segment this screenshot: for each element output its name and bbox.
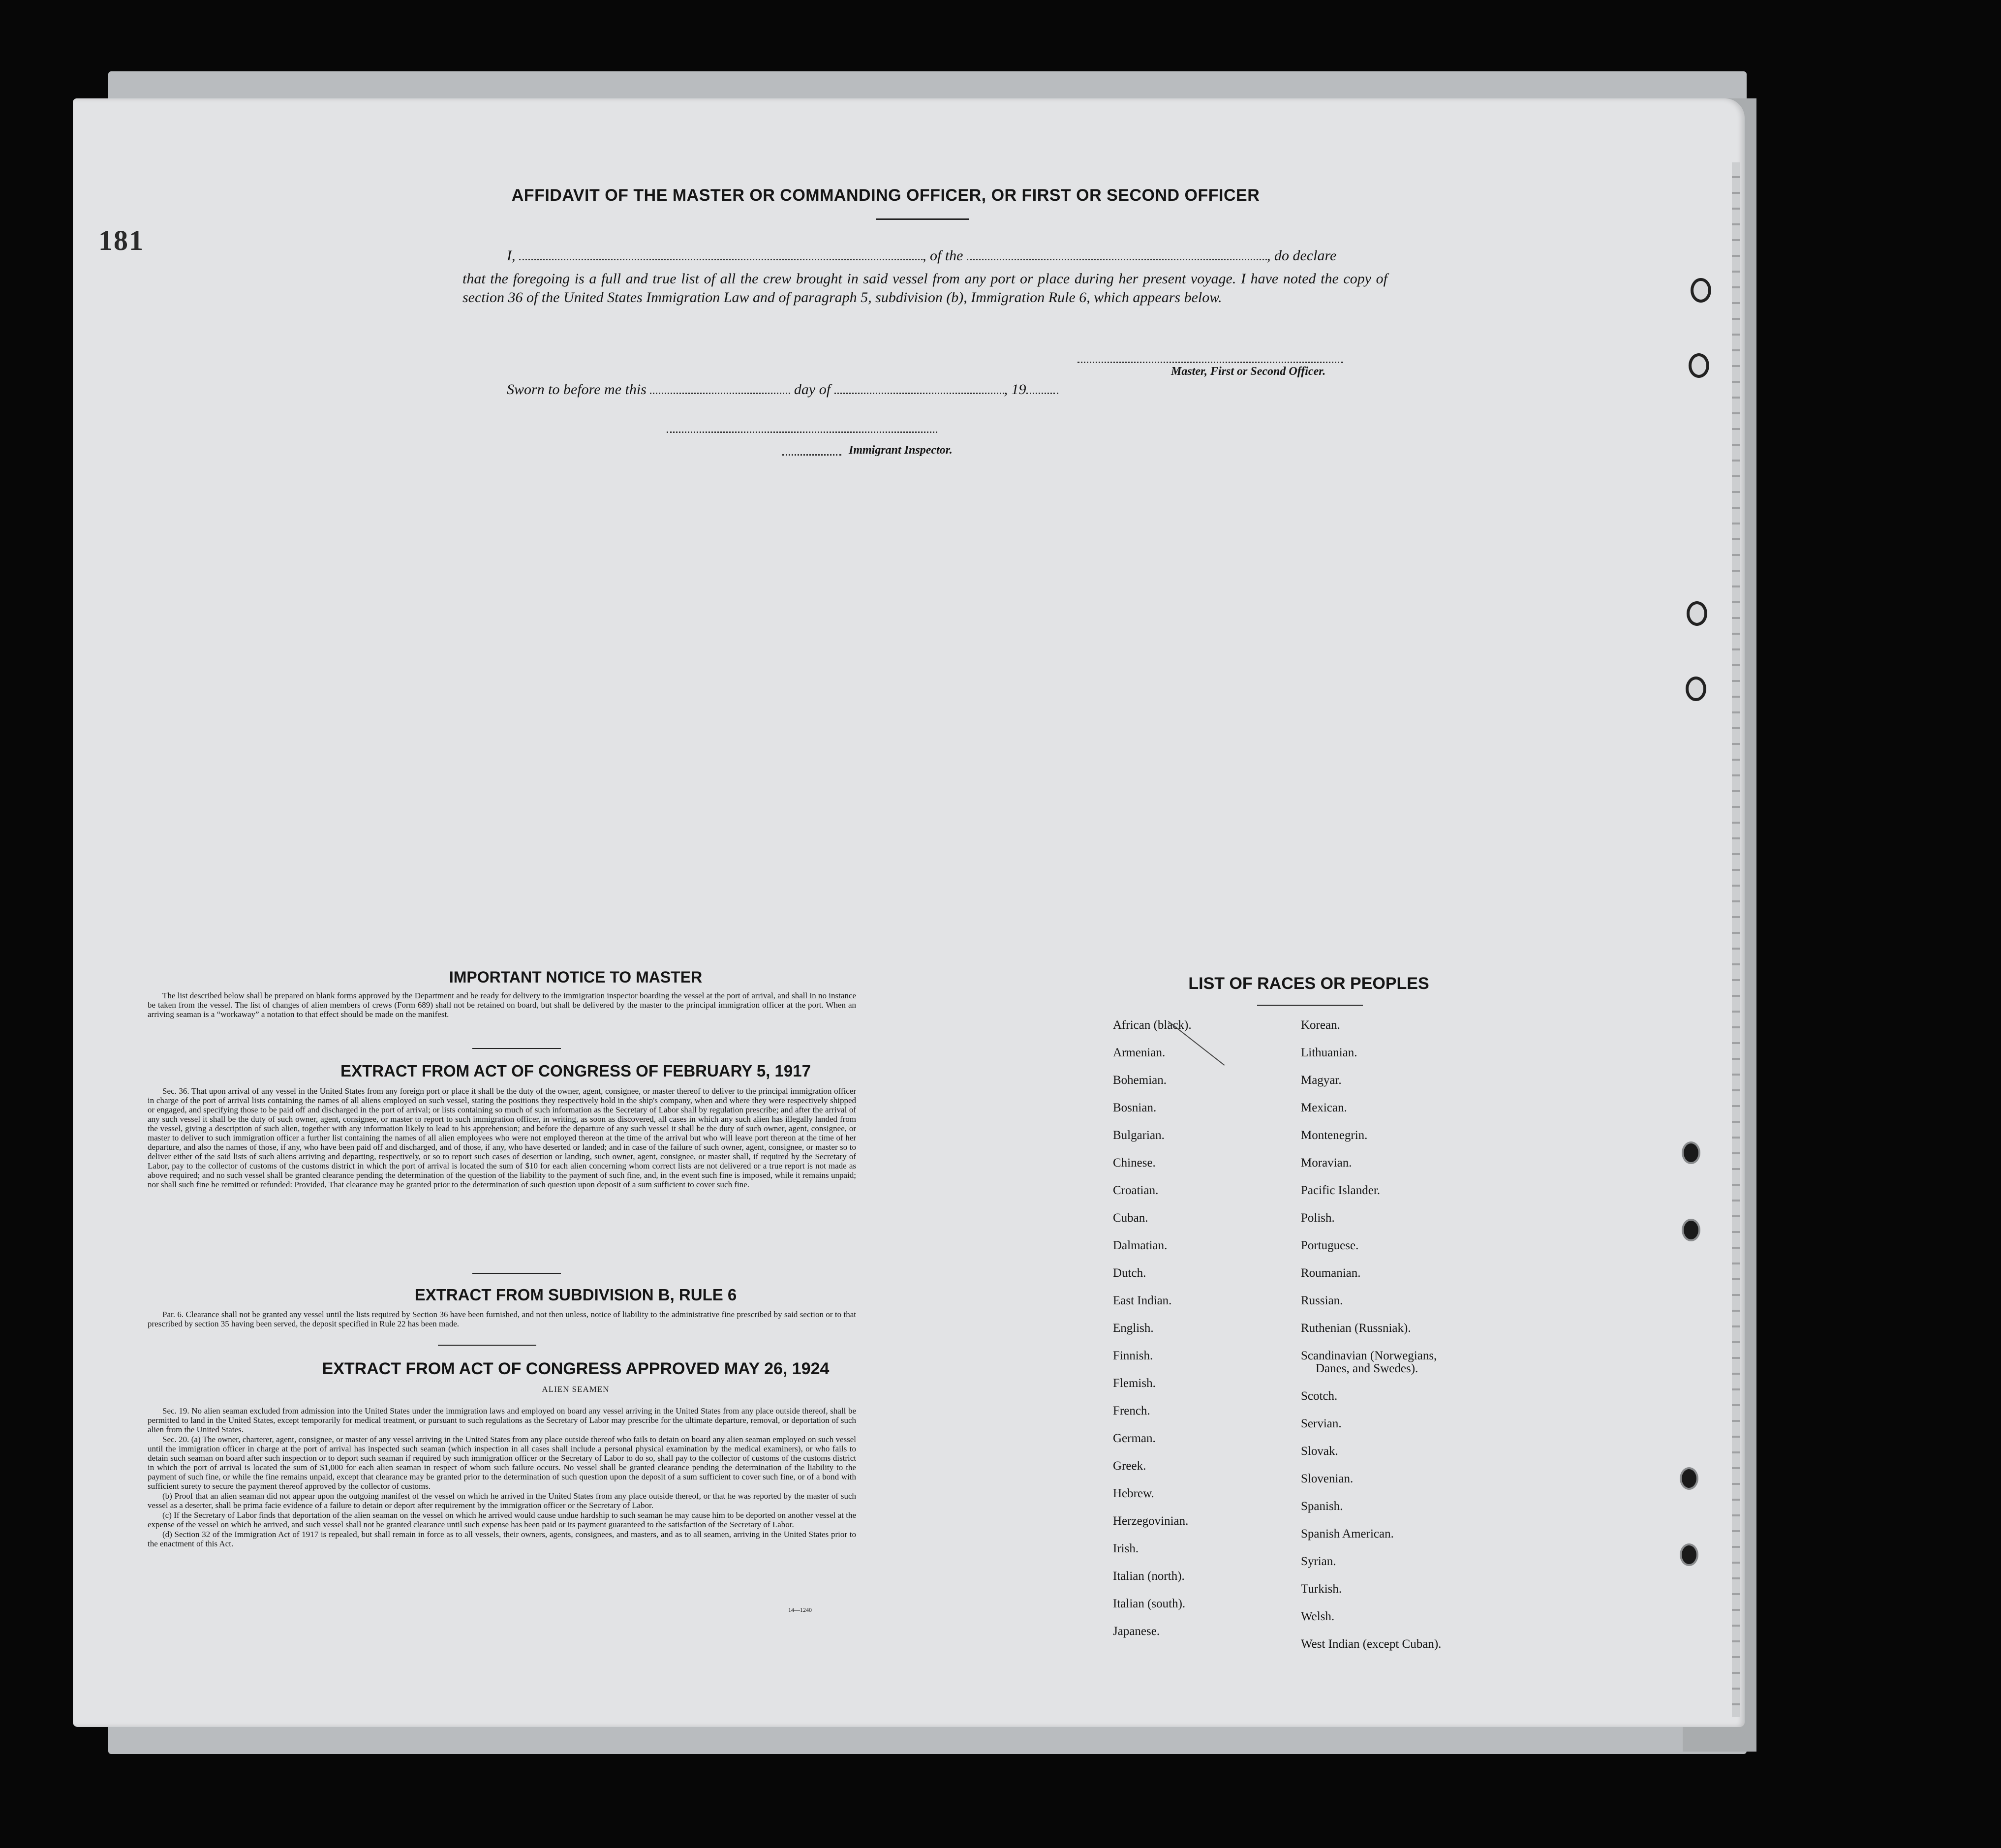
- race-item: Italian (north).: [1113, 1570, 1185, 1583]
- sworn-month-field[interactable]: [834, 384, 1004, 394]
- race-item: West Indian (except Cuban).: [1301, 1637, 1442, 1651]
- race-item: Dutch.: [1113, 1266, 1146, 1280]
- page-edge-ruling: [1732, 162, 1740, 1717]
- race-item: Pacific Islander.: [1301, 1184, 1381, 1197]
- alien-seamen-subheading: ALIEN SEAMEN: [542, 1385, 610, 1394]
- race-item: Slovak.: [1301, 1445, 1338, 1458]
- subdivision-heading: EXTRACT FROM SUBDIVISION B, RULE 6: [414, 1286, 737, 1304]
- subdivision-paragraph: Par. 6. Clearance shall not be granted any vessel until the lists required by Section 36 have been furnished, and not then unless, notice of liability to the administrative fine prescribed by said section or to that prescribed by section 35 having been served, the deposit specified in Rule 22 has been made.: [148, 1310, 856, 1328]
- sec-19-paragraph: Sec. 19. No alien seaman excluded from admission into the United States under the immigration laws and employed on board any vessel arriving in the United States from any place outside thereof, shall be permitted to land in the United States, except temporarily for medical treatment, or pursuant to such regulations as the Secretary of Labor may prescribe for the ultimate departure, removal, or deportation of such alien from the United States.: [148, 1406, 856, 1434]
- declaration-line: [507, 247, 1387, 264]
- race-item: Danes, and Swedes).: [1316, 1362, 1418, 1375]
- affidavit-title: AFFIDAVIT OF THE MASTER OR COMMANDING OFFICER, OR FIRST OR SECOND OFFICER: [511, 186, 1260, 205]
- inspector-label: Immigrant Inspector.: [849, 444, 953, 457]
- race-item: Bosnian.: [1113, 1101, 1157, 1114]
- races-heading: LIST OF RACES OR PEOPLES: [1188, 974, 1429, 993]
- year-prefix: , 19: [1004, 381, 1026, 398]
- race-item: Dalmatian.: [1113, 1239, 1168, 1252]
- binder-hole: [1682, 1141, 1700, 1164]
- race-item: Korean.: [1301, 1018, 1340, 1032]
- title-divider: [876, 218, 969, 220]
- race-item: Turkish.: [1301, 1582, 1342, 1596]
- section-divider: [438, 1345, 536, 1346]
- do-declare-label: , do declare: [1267, 247, 1337, 264]
- extract-1917-text: [148, 1086, 856, 1190]
- race-item: Greek.: [1113, 1459, 1146, 1473]
- race-item: French.: [1113, 1404, 1150, 1417]
- race-item: Spanish.: [1301, 1500, 1343, 1513]
- form-code: 14—1240: [788, 1606, 812, 1613]
- race-item: Finnish.: [1113, 1349, 1153, 1362]
- section-divider: [472, 1048, 561, 1049]
- race-item: Japanese.: [1113, 1625, 1160, 1638]
- subdivision-text: [148, 1310, 856, 1329]
- declaration-body: that the foregoing is a full and true list of all the crew brought in said vessel from any port or place during her present voyage. I have noted the copy of section 36 of the United States Immigration Law and of paragraph 5, subdivision (b), Immigration Rule 6, which appears below.: [462, 271, 1387, 306]
- notice-heading: IMPORTANT NOTICE TO MASTER: [449, 968, 703, 986]
- race-item: Scotch.: [1301, 1389, 1338, 1403]
- sworn-year-field[interactable]: [1026, 384, 1058, 394]
- race-item: Slovenian.: [1301, 1472, 1354, 1485]
- race-item: Montenegrin.: [1301, 1129, 1368, 1142]
- sec-20a-paragraph: Sec. 20. (a) The owner, charterer, agent, consignee, or master of any vessel arriving in the United States from any place outside thereof who fails to detain on board any alien seaman employed on such vessel until the immigration officer in charge at the port of arrival has inspected such seaman (which inspection in all cases shall include a personal physical examination by the medical examiners), or who fails to detain such seaman on board after such inspection or to deport such seaman if required by such immigration officer or the Secretary of Labor to do so, shall pay to the collector of customs of the customs district in which the port of arrival is located the sum of $1,000 for each alien seaman in respect of whom such failure occurs. No vessel shall be granted clearance pending the determination of the liability to the payment of such fine, or while the fine remains unpaid, except that clearance may be granted prior to the determination of such question upon the deposit of a sum sufficient to cover such fine, or of a bond with sufficient surety to secure the payment thereof approved by the collector of customs.: [148, 1435, 856, 1491]
- race-item: East Indian.: [1113, 1294, 1172, 1307]
- race-item: Chinese.: [1113, 1156, 1156, 1170]
- page-number: 181: [98, 224, 144, 256]
- race-item: Welsh.: [1301, 1610, 1335, 1623]
- binder-hole: [1686, 677, 1706, 701]
- sec-20b-paragraph: (b) Proof that an alien seaman did not appear upon the outgoing manifest of the vessel on which he arrived in the United States from any place outside thereof, or that he was reported by the master of such vessel as a deserter, shall be prima facie evidence of a failure to detain or deport after requirement by the immigration officer or the Secretary of Labor.: [148, 1491, 856, 1510]
- race-item: African (black).: [1113, 1018, 1192, 1032]
- sworn-line: [507, 381, 1058, 398]
- races-divider: [1257, 1005, 1363, 1006]
- extract-1924-text: [148, 1406, 856, 1549]
- binder-hole: [1680, 1543, 1698, 1566]
- sec-20d-paragraph: (d) Section 32 of the Immigration Act of 1917 is repealed, but shall remain in force as to all vessels, their owners, agents, consignees, and masters, and as to all seamen, arriving in the United States prior to the enactment of this Act.: [148, 1530, 856, 1548]
- inspector-leader-line: [782, 454, 841, 456]
- of-the-label: , of the: [923, 247, 963, 264]
- master-signature-label: Master, First or Second Officer.: [1171, 365, 1326, 378]
- vessel-field[interactable]: [967, 250, 1267, 260]
- race-item: Moravian.: [1301, 1156, 1352, 1170]
- race-item: Cuban.: [1113, 1211, 1148, 1225]
- race-item: Syrian.: [1301, 1555, 1336, 1568]
- binder-hole: [1680, 1467, 1698, 1490]
- race-item: Mexican.: [1301, 1101, 1347, 1114]
- extract-1917-paragraph: Sec. 36. That upon arrival of any vessel in the United States from any foreign port or place it shall be the duty of the owner, agent, consignee, or master thereof to deliver to the principal immigration officer in charge of the port of arrival lists containing the names of all aliens employed on such vessel, stating the positions they respectively hold in the ship's company, when and where they were respectively shipped or engaged, and specifying those to be paid off and discharged in the port of arrival; or lists containing so much of such information as the Secretary of Labor shall by regulation prescribe; and after the arrival of any such vessel it shall be the duty of such owner, agent, consignee, or master to report to such immigration officer, in writing, as soon as discovered, all cases in which any such alien has illegally landed from the vessel, giving a description of such alien, together with any information likely to lead to his apprehension; and before the departure of any such vessel it shall be the duty of such owner, agent, consignee, or master to deliver to such immigration officer a further list containing the names of all alien employees who were not employed thereon at the time of the arrival but who will leave port thereon at the time of her departure, and also the names of those, if any, who have been paid off and discharged, and of those, if any, who have deserted or landed; and in case of the failure of such owner, agent, consignee, or master so to deliver either of the said lists of such aliens arriving and departing, respectively, or so to report such cases of desertion or landing, such owner, agent, consignee, or master shall, if required by the Secretary of Labor, pay to the collector of customs of the customs district in which the port of arrival is located the sum of $10 for each alien concerning whom correct lists are not delivered or a true report is not made as above required; and no such vessel shall be granted clearance pending the determination of the question of the liability to the payment of such fine, and, in the event such fine is imposed, while it remains unpaid; nor shall such fine be remitted or refunded: Provided, That clearance may be granted prior to the determination of such question upon deposit of a sum sufficient to cover such fine.: [148, 1086, 856, 1189]
- binder-hole: [1689, 353, 1709, 378]
- inspector-signature-line[interactable]: [667, 431, 937, 433]
- sworn-day-field[interactable]: [650, 384, 790, 394]
- race-item: Ruthenian (Russniak).: [1301, 1322, 1411, 1335]
- race-item: Bohemian.: [1113, 1074, 1167, 1087]
- binder-hole: [1691, 278, 1711, 303]
- sec-20c-paragraph: (c) If the Secretary of Labor finds that deportation of the alien seaman on the vessel on which he arrived would cause undue hardship to such seaman he may cause him to be deported on another vessel at the expense of the vessel on which he arrived, and such vessel shall not be granted clearance until such expense has been paid or its payment guaranteed to the satisfaction of the Secretary of Labor.: [148, 1510, 856, 1529]
- notice-text: [148, 991, 856, 1019]
- notice-paragraph: The list described below shall be prepared on blank forms approved by the Department and be ready for delivery to the immigration inspector boarding the vessel at the port of arrival, and shall in no instance be taken from the vessel. The list of changes of alien members of crews (Form 689) shall not be retained on board, but shall be delivered by the master to the principal immigration officer at the port. When an arriving seaman is a “workaway” a notation to that effect should be made on the manifest.: [148, 991, 856, 1019]
- race-item: Irish.: [1113, 1542, 1139, 1555]
- binder-hole: [1682, 1219, 1700, 1241]
- race-item: Croatian.: [1113, 1184, 1159, 1197]
- race-item: Herzegovinian.: [1113, 1514, 1189, 1528]
- race-item: Italian (south).: [1113, 1597, 1186, 1610]
- race-item: Scandinavian (Norwegians,: [1301, 1349, 1437, 1362]
- race-item: Hebrew.: [1113, 1487, 1154, 1500]
- extract-1917-heading: EXTRACT FROM ACT OF CONGRESS OF FEBRUARY 5, 1917: [340, 1062, 811, 1080]
- race-item: Roumanian.: [1301, 1266, 1361, 1280]
- binder-hole: [1687, 601, 1707, 626]
- race-item: Armenian.: [1113, 1046, 1166, 1059]
- extract-1924-heading: EXTRACT FROM ACT OF CONGRESS APPROVED MAY 26, 1924: [322, 1359, 830, 1378]
- sworn-prefix: Sworn to before me this: [507, 381, 646, 398]
- section-divider: [472, 1273, 561, 1274]
- race-item: Spanish American.: [1301, 1527, 1394, 1540]
- master-signature-line[interactable]: [1077, 362, 1343, 363]
- race-item: Magyar.: [1301, 1074, 1342, 1087]
- race-item: Portuguese.: [1301, 1239, 1359, 1252]
- race-item: Bulgarian.: [1113, 1129, 1165, 1142]
- race-item: Lithuanian.: [1301, 1046, 1357, 1059]
- race-item: Russian.: [1301, 1294, 1343, 1307]
- race-item: Flemish.: [1113, 1377, 1156, 1390]
- day-of-label: day of: [794, 381, 831, 398]
- race-item: German.: [1113, 1432, 1156, 1445]
- race-item: Servian.: [1301, 1417, 1342, 1430]
- i-label: I,: [507, 247, 516, 264]
- name-field[interactable]: [519, 250, 923, 260]
- race-item: English.: [1113, 1322, 1154, 1335]
- race-item: Polish.: [1301, 1211, 1335, 1225]
